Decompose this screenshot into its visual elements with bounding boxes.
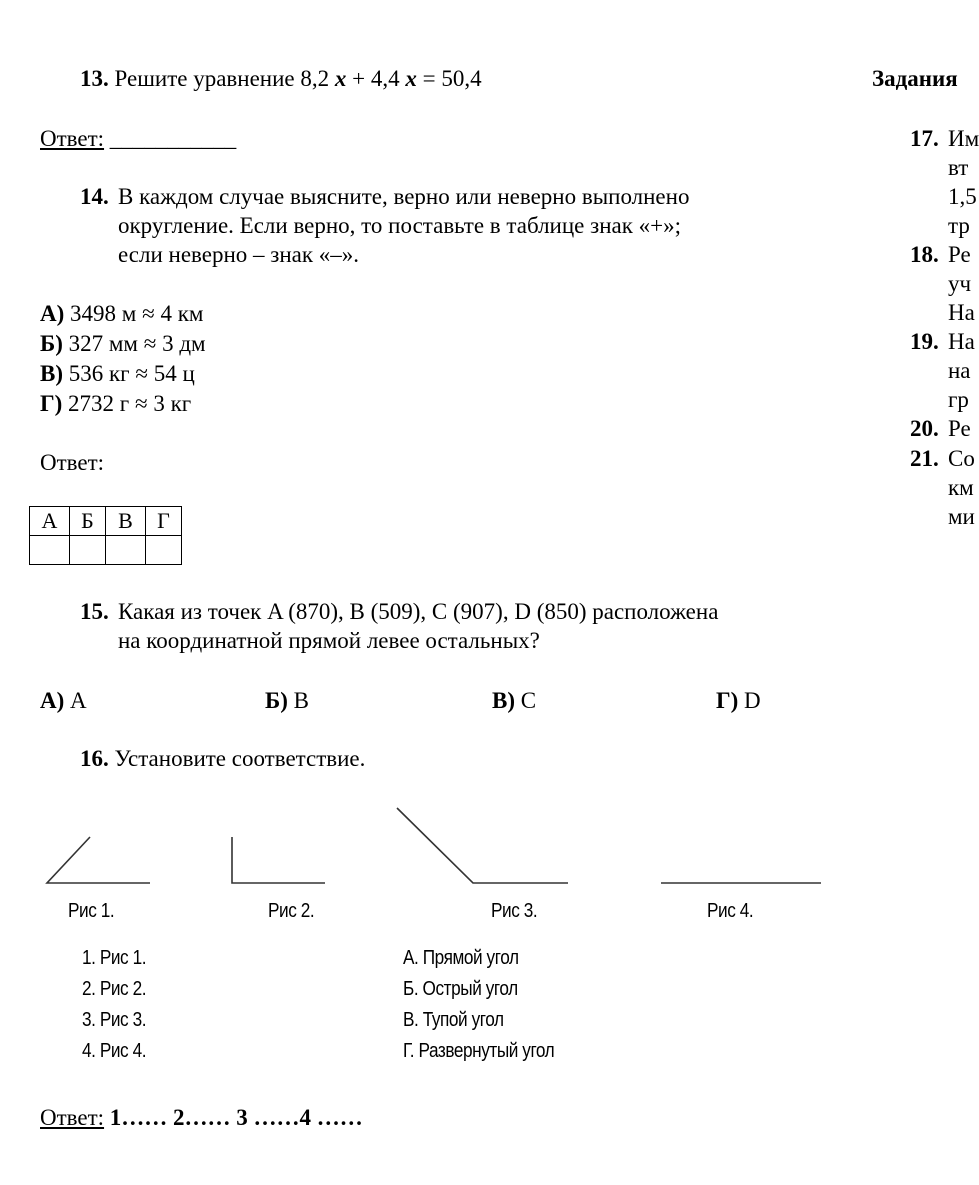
q13-answer-label: Ответ: [40,126,105,151]
figure-caption-4: Рис 4. [707,900,754,922]
q14-item-g: Г) 2732 г ≈ 3 кг [40,391,192,416]
right-item-21-line: км [948,475,974,500]
q13-var1: x [334,66,347,91]
right-item-18-line: Ре [948,242,971,267]
q14-number: 14. [80,184,109,209]
right-item-18-line: уч [948,271,972,296]
table-header-v: В [106,507,146,536]
right-item-21-number: 21. [910,446,939,471]
q13-var2: x [405,66,417,91]
q13-answer-blank[interactable]: ___________ [104,126,237,151]
q16-answer-line [40,1103,363,1132]
right-item-19-number: 19. [910,329,939,354]
figure-caption-3: Рис 3. [491,900,538,922]
right-item-17-line: тр [948,213,970,238]
figure-caption-2: Рис 2. [268,900,315,922]
q14-line-1: В каждом случае выясните, верно или неверно выполнено [118,184,690,209]
list-item: Б. Острый угол [403,978,518,1000]
right-item-21-line: Со [948,446,975,471]
right-item-20-line: Ре [948,416,971,441]
table-header-g: Г [146,507,182,536]
q15-line-2: на координатной прямой левее остальных? [118,628,540,653]
right-item-17-number: 17. [910,126,939,151]
q16-line: 16. Установите соответствие. [80,746,366,771]
q15-option-v[interactable]: В) C [492,688,537,713]
right-item-17-line: Им [948,126,979,151]
list-item: А. Прямой угол [403,947,519,969]
list-item: Г. Развернутый угол [403,1040,555,1062]
q15-line-1: Какая из точек A (870), B (509), C (907), D (850) расположена [118,599,719,624]
q14-line-3: если неверно – знак «–». [118,242,360,267]
q14-item-b: Б) 327 мм ≈ 3 дм [40,331,206,356]
q14-answer-label: Ответ: [40,450,105,475]
q14-item-a: А) 3498 м ≈ 4 км [40,301,204,326]
list-item: 3. Рис 3. [82,1009,147,1031]
angle-figure-2 [232,837,325,883]
q14-item-v: В) 536 кг ≈ 54 ц [40,361,195,386]
list-item: В. Тупой угол [403,1009,504,1031]
list-item: 2. Рис 2. [82,978,147,1000]
q13-text-after: = 50,4 [416,66,482,91]
q16-answer-label: Ответ: [40,1105,105,1130]
angle-figure-3 [397,808,568,883]
right-item-19-line: на [948,358,971,383]
q15-option-g[interactable]: Г) D [716,688,761,713]
q13-text-before: Решите уравнение 8,2 [108,66,335,91]
q13-number: 13. [80,66,109,91]
q13-text-mid: + 4,4 [346,66,406,91]
figure-caption-1: Рис 1. [68,900,115,922]
right-item-17-line: 1,5 [948,184,977,209]
right-item-18-line: На [948,300,975,325]
right-column-heading: Задания [872,66,958,91]
right-item-19-line: гр [948,387,969,412]
list-item: 1. Рис 1. [82,947,147,969]
q16-answer-tail[interactable]: 1…… 2…… 3 ……4 …… [104,1105,363,1130]
q15-option-a[interactable]: А) A [40,688,87,713]
q14-line-2: округление. Если верно, то поставьте в таблице знак «+»; [118,213,682,238]
right-item-19-line: На [948,329,975,354]
table-header-b: Б [70,507,106,536]
table-header-a: А [30,507,70,536]
right-item-20-number: 20. [910,416,939,441]
q15-number: 15. [80,599,109,624]
right-item-17-line: вт [948,155,969,180]
right-item-18-number: 18. [910,242,939,267]
list-item: 4. Рис 4. [82,1040,147,1062]
right-item-21-line: ми [948,504,975,529]
angle-figure-1 [47,837,150,883]
q15-option-b[interactable]: Б) B [265,688,309,713]
